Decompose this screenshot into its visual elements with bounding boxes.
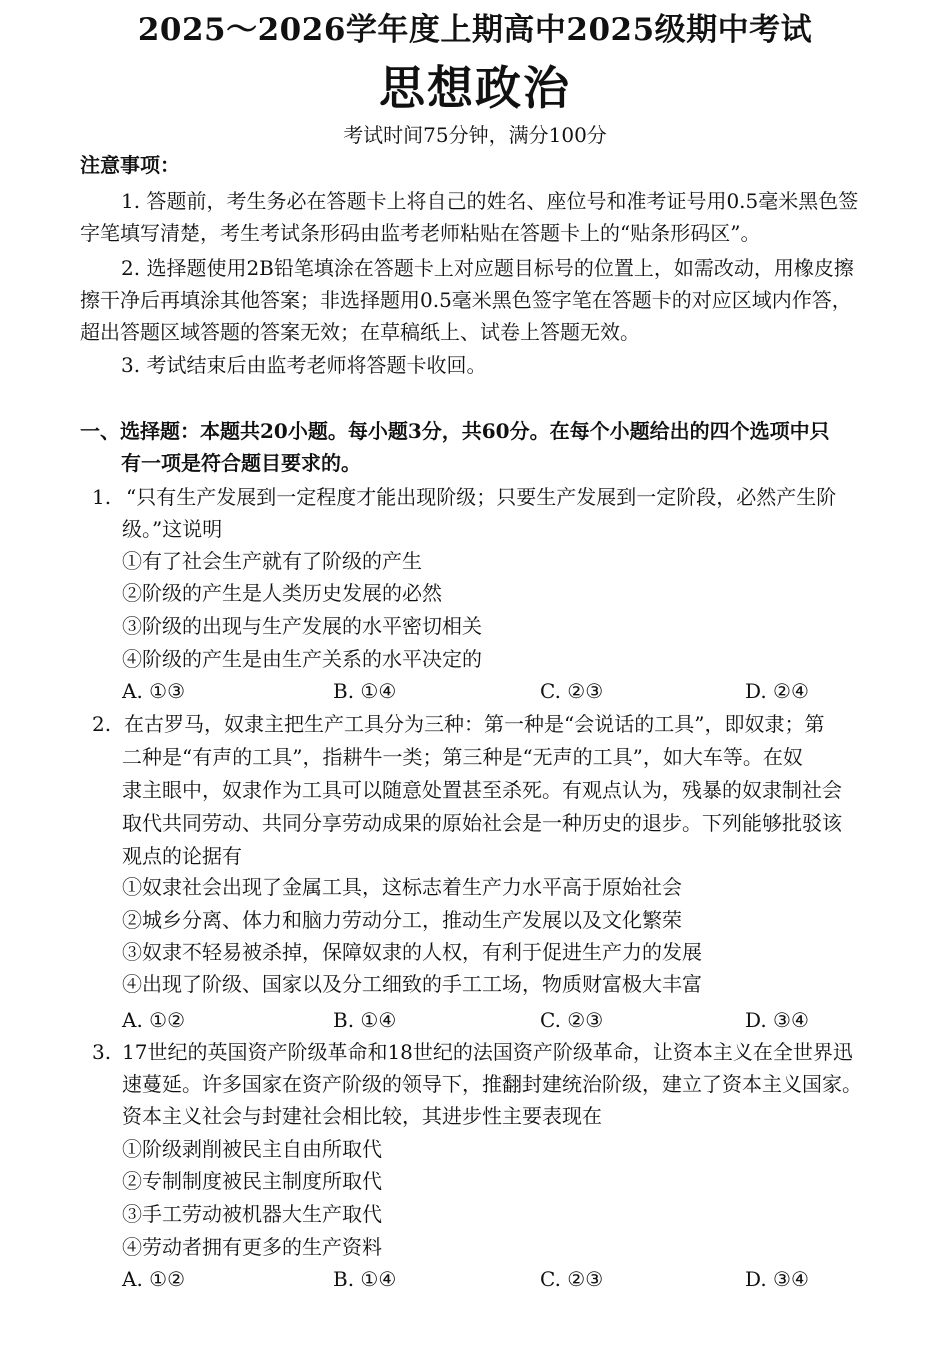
statement: ①阶级剥削被民主自由所取代: [122, 1137, 382, 1161]
note-item-3: 3. 考试结束后由监考老师将答题卡收回。: [121, 353, 487, 377]
note-item-1-line-1: 1. 答题前，考生务必在答题卡上将自己的姓名、座位号和准考证号用0.5毫米黑色签: [121, 189, 859, 213]
statement: ④阶级的产生是由生产关系的水平决定的: [122, 647, 482, 671]
statement: ④劳动者拥有更多的生产资料: [122, 1235, 382, 1259]
question-stem-line: 级。”这说明: [122, 517, 223, 541]
question-stem-line: 观点的论据有: [122, 844, 242, 868]
option-c: C. ②③: [540, 679, 604, 703]
exam-info: 考试时间75分钟，满分100分: [343, 123, 607, 147]
section-heading-line-1: 一、选择题：本题共20小题。每小题3分，共60分。在每个小题给出的四个选项中只: [80, 419, 830, 443]
option-b: B. ①④: [333, 679, 397, 703]
question-stem-line: 资本主义社会与封建社会相比较，其进步性主要表现在: [122, 1104, 602, 1128]
option-d: D. ②④: [745, 679, 809, 703]
note-item-2-line-2: 擦干净后再填涂其他答案；非选择题用0.5毫米黑色签字笔在答题卡的对应区域内作答，: [80, 288, 852, 312]
statement: ①有了社会生产就有了阶级的产生: [122, 549, 422, 573]
notes-heading: 注意事项：: [80, 153, 180, 177]
statement: ①奴隶社会出现了金属工具，这标志着生产力水平高于原始社会: [122, 875, 682, 899]
question-stem-line: 二种是“有声的工具”，指耕牛一类；第三种是“无声的工具”，如大车等。在奴: [122, 745, 803, 769]
statement: ②城乡分离、体力和脑力劳动分工，推动生产发展以及文化繁荣: [122, 908, 682, 932]
question-number: 1.: [92, 485, 112, 509]
question-stem-line: “只有生产发展到一定程度才能出现阶级；只要生产发展到一定阶段，必然产生阶: [126, 485, 837, 509]
question-number: 3.: [92, 1040, 112, 1064]
question-stem-line: 取代共同劳动、共同分享劳动成果的原始社会是一种历史的退步。下列能够批驳该: [122, 811, 842, 835]
subject-title: 思想政治: [379, 61, 571, 115]
statement: ②阶级的产生是人类历史发展的必然: [122, 581, 442, 605]
option-d: D. ③④: [745, 1008, 809, 1032]
statement: ③手工劳动被机器大生产取代: [122, 1202, 382, 1226]
note-item-2-line-3: 超出答题区域答题的答案无效；在草稿纸上、试卷上答题无效。: [80, 320, 640, 344]
question-number: 2.: [92, 712, 112, 736]
statement: ④出现了阶级、国家以及分工细致的手工工场，物质财富极大丰富: [122, 972, 702, 996]
question-stem-line: 速蔓延。许多国家在资产阶级的领导下，推翻封建统治阶级，建立了资本主义国家。: [122, 1072, 862, 1096]
exam-title: 2025～2026学年度上期高中2025级期中考试: [137, 12, 813, 48]
question-stem-line: 隶主眼中，奴隶作为工具可以随意处置甚至杀死。有观点认为，残暴的奴隶制社会: [122, 778, 842, 802]
statement: ③阶级的出现与生产发展的水平密切相关: [122, 614, 482, 638]
option-a: A. ①②: [122, 1008, 186, 1032]
section-heading-line-2: 有一项是符合题目要求的。: [121, 451, 361, 475]
option-c: C. ②③: [540, 1267, 604, 1291]
note-item-1-line-2: 字笔填写清楚，考生考试条形码由监考老师粘贴在答题卡上的“贴条形码区”。: [80, 221, 761, 245]
option-b: B. ①④: [333, 1008, 397, 1032]
option-b: B. ①④: [333, 1267, 397, 1291]
option-a: A. ①②: [122, 1267, 186, 1291]
option-a: A. ①③: [122, 679, 186, 703]
statement: ②专制制度被民主制度所取代: [122, 1169, 382, 1193]
note-item-2-line-1: 2. 选择题使用2B铅笔填涂在答题卡上对应题目标号的位置上，如需改动，用橡皮擦: [121, 256, 854, 280]
question-stem-line: 在古罗马，奴隶主把生产工具分为三种：第一种是“会说话的工具”，即奴隶；第: [124, 712, 825, 736]
option-c: C. ②③: [540, 1008, 604, 1032]
option-d: D. ③④: [745, 1267, 809, 1291]
question-stem-line: 17世纪的英国资产阶级革命和18世纪的法国资产阶级革命，让资本主义在全世界迅: [122, 1040, 853, 1064]
statement: ③奴隶不轻易被杀掉，保障奴隶的人权，有利于促进生产力的发展: [122, 940, 702, 964]
